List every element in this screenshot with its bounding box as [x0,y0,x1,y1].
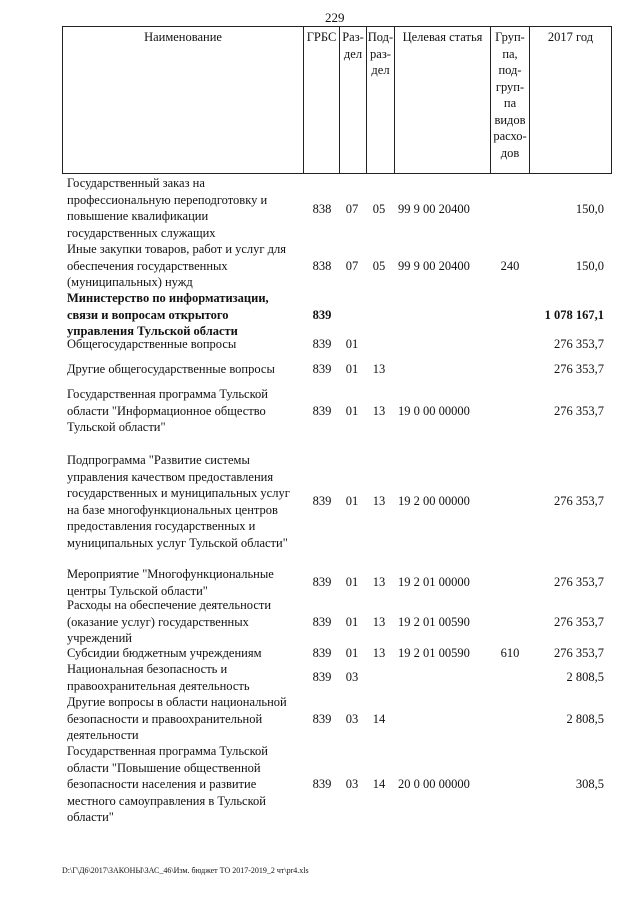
file-path-footer: D:\Г\Д6\2017\ЗАКОНЫ\ЗАС_46\Изм. бюджет ТО 2017-2019_2 чт\pr4.xls [62,866,309,875]
row-podrazdel: 13 [372,494,386,509]
row-target-code: 19 0 00 00000 [398,403,470,418]
row-razdel: 01 [345,494,359,509]
row-name [67,175,299,241]
row-name-line: Министерство по информатизации, [67,291,269,305]
row-name [67,290,299,340]
row-target-code: 19 2 01 00000 [398,575,470,590]
row-podrazdel: 14 [372,777,386,791]
row-razdel: 01 [345,337,359,351]
row-razdel: 07 [345,202,359,217]
header-grbs: ГРБС [303,27,339,173]
row-amount: 2 808,5 [566,711,604,726]
row-grbs: 838 [312,202,332,217]
row-name-line: (муниципальных) нужд [67,275,193,289]
row-name-line: Мероприятие "Многофункциональные [67,567,274,581]
row-name [67,452,299,551]
row-podrazdel: 13 [372,575,386,590]
row-name-line: Субсидии бюджетным учреждениям [67,646,262,660]
row-name-line: области "Информационное общество [67,403,266,418]
row-target-code: 19 2 01 00590 [398,646,470,660]
row-name-line: безопасности населения и развитие [67,777,257,791]
row-name-line: Иные закупки товаров, работ и услуг для [67,242,287,256]
row-grbs: 839 [312,307,332,322]
row-name-line: Другие общегосударственные вопросы [67,362,275,376]
row-amount: 276 353,7 [554,614,604,629]
row-razdel: 01 [345,646,359,660]
row-razdel: 01 [345,614,359,629]
row-group-code: 610 [500,646,520,660]
row-amount: 276 353,7 [554,575,604,590]
row-name-line: области" [67,810,114,824]
header-group: Груп- па, под- груп- па видов расхо- дов [490,27,529,173]
row-razdel: 07 [345,258,359,273]
row-grbs: 839 [312,711,332,726]
row-podrazdel: 13 [372,403,386,418]
row-amount: 1 078 167,1 [544,307,604,322]
row-razdel: 03 [345,711,359,726]
row-target-code: 99 9 00 20400 [398,258,470,273]
row-name-line: местного самоуправления в Тульской [67,793,266,808]
row-name-line: Национальная безопасность и [67,662,228,676]
row-grbs: 839 [312,403,332,418]
row-podrazdel: 05 [372,202,386,217]
row-name-line: государственных служащих [67,225,216,240]
row-name-line: Тульской области" [67,420,166,434]
row-name [67,645,299,662]
row-podrazdel: 14 [372,711,386,726]
row-name [67,336,299,353]
row-name-line: (оказание услуг) государственных [67,614,249,629]
header-razdel: Раз- дел [339,27,366,173]
row-grbs: 839 [312,777,332,791]
row-podrazdel: 05 [372,258,386,273]
row-name-line: Общегосударственные вопросы [67,337,237,351]
header-year: 2017 год [529,27,612,173]
row-podrazdel: 13 [372,614,386,629]
row-name [67,566,299,599]
row-grbs: 839 [312,614,332,629]
row-razdel: 03 [345,670,359,685]
row-name [67,361,299,378]
row-name-line: управления Тульской области [67,324,238,338]
row-name-line: деятельности [67,728,139,742]
page-number: 229 [325,10,345,25]
row-name-line: правоохранительная деятельность [67,678,250,693]
row-name-line: Государственная программа Тульской [67,744,268,758]
row-name-line: Другие вопросы в области национальной [67,695,287,709]
row-razdel: 01 [345,403,359,418]
row-target-code: 99 9 00 20400 [398,202,470,217]
row-amount: 150,0 [575,202,604,217]
row-amount: 276 353,7 [554,362,604,376]
row-grbs: 839 [312,670,332,685]
row-name-line: Государственная программа Тульской [67,387,268,401]
header-podrazdel: Под- раз- дел [366,27,394,173]
row-grbs: 839 [312,646,332,660]
row-amount: 2 808,5 [566,670,604,685]
row-name-line: области "Повышение общественной [67,760,261,775]
row-grbs: 839 [312,575,332,590]
row-target-code: 20 0 00 00000 [398,777,470,791]
row-podrazdel: 13 [372,646,386,660]
row-name-line: на базе многофункциональных центров [67,502,278,517]
row-name-line: связи и вопросам открытого [67,307,229,322]
row-name-line: повышение квалификации [67,209,209,223]
row-grbs: 839 [312,362,332,376]
row-razdel: 03 [345,777,359,791]
row-grbs: 838 [312,258,332,273]
row-name [67,386,299,436]
row-name-line: государственных и муниципальных услуг [67,486,290,500]
row-name-line: управления качеством предоставления [67,469,274,484]
row-name-line: безопасности и правоохранительной [67,711,263,726]
row-name-line: центры Тульской области" [67,583,208,598]
row-name-line: профессиональную переподготовку и [67,192,268,207]
row-name [67,241,299,291]
row-amount: 276 353,7 [554,646,604,660]
header-target: Целевая статья [394,27,490,173]
row-amount: 276 353,7 [554,494,604,509]
row-amount: 276 353,7 [554,337,604,351]
table-header [62,26,612,174]
row-name-line: обеспечения государственных [67,258,228,273]
row-name-line: предоставления государственных и [67,519,256,533]
row-grbs: 839 [312,494,332,509]
row-amount: 308,5 [575,777,604,791]
row-name-line: Расходы на обеспечение деятельности [67,598,272,612]
row-name-line: муниципальных услуг Тульской области" [67,535,288,550]
row-target-code: 19 2 00 00000 [398,494,470,509]
row-razdel: 01 [345,575,359,590]
row-name-line: Государственный заказ на [67,176,205,190]
header-name: Наименование [62,27,303,173]
row-amount: 150,0 [575,258,604,273]
row-name [67,694,299,744]
row-name-line: учреждений [67,631,132,645]
row-amount: 276 353,7 [554,403,604,418]
row-group-code: 240 [500,258,520,273]
row-name [67,661,299,694]
row-name [67,743,299,826]
row-name [67,597,299,647]
row-podrazdel: 13 [372,362,386,376]
row-name-line: Подпрограмма "Развитие системы [67,453,250,467]
row-grbs: 839 [312,337,332,351]
row-target-code: 19 2 01 00590 [398,614,470,629]
row-razdel: 01 [345,362,359,376]
